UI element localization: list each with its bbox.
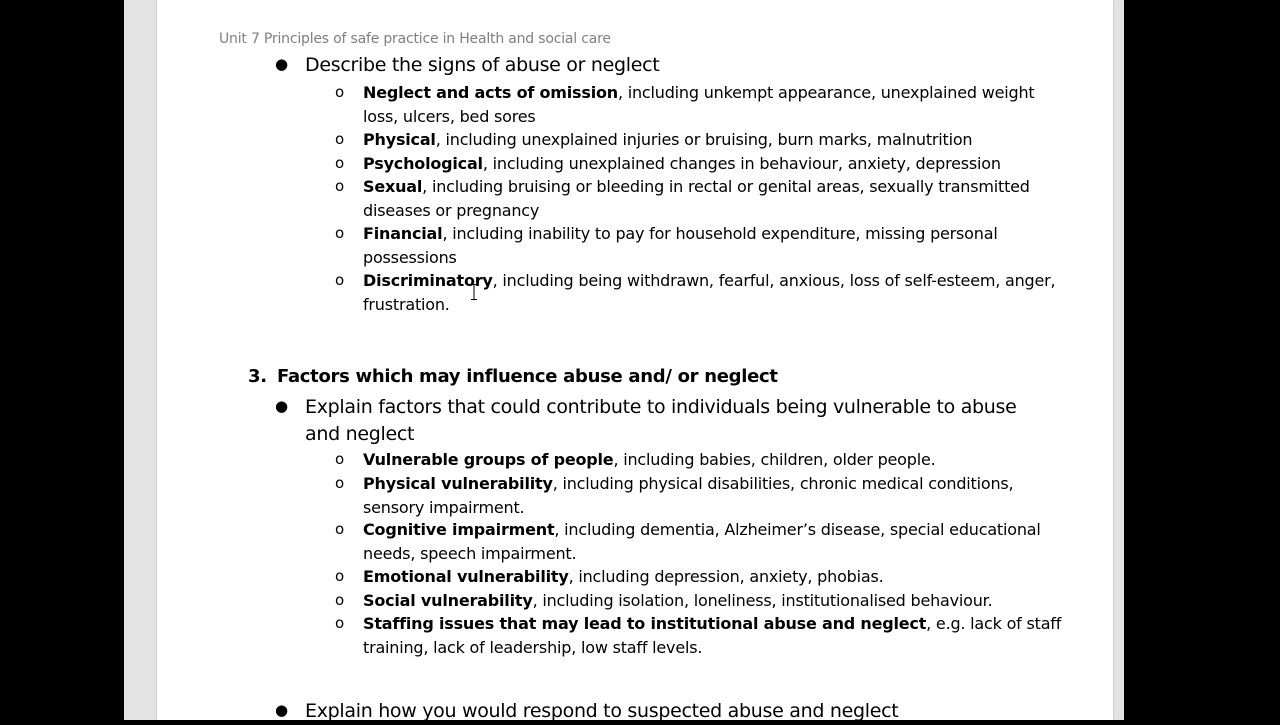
item-term: Emotional vulnerability [363,567,569,586]
bullet-icon: ● [275,701,288,719]
bullet-text: Describe the signs of abuse or neglect [305,54,660,76]
sub-bullet-icon: o [335,177,344,195]
item-term: Physical vulnerability [363,474,553,493]
item-term: Sexual [363,177,423,196]
item-term: Vulnerable groups of people [363,450,614,469]
bullet-icon: ● [275,397,288,415]
item-term: Physical [363,130,436,149]
item-description: , including bruising or bleeding in rectal or genital areas, sexually transmitted diseases or pregnancy [363,177,1030,220]
sub-bullet-icon: o [335,591,344,609]
item-description: , including unexplained injuries or bruising, burn marks, malnutrition [435,130,973,149]
item-term: Financial [363,224,443,243]
sub-bullet-icon: o [335,83,344,101]
item-term: Cognitive impairment [363,520,555,539]
sub-bullet-icon: o [335,520,344,538]
item-description: , including babies, children, older people. [613,450,936,469]
item-description: , including physical disabilities, chronic medical conditions, sensory impairment. [363,474,1014,517]
item-description: , including being withdrawn, fearful, anxious, loss of self-esteem, anger, frustration. [363,271,1056,314]
item-description: , including inability to pay for household expenditure, missing personal possessions [363,224,998,267]
text-cursor-icon [471,284,477,300]
item-description: , e.g. lack of staff training, lack of leadership, low staff levels. [363,614,1062,657]
sub-bullet-icon: o [335,567,344,585]
section-title: Factors which may influence abuse and/ or neglect [277,366,778,387]
document-page[interactable] [157,0,1113,720]
item-term: Psychological [363,154,483,173]
item-description: , including isolation, loneliness, institutionalised behaviour. [532,591,993,610]
sub-bullet-icon: o [335,271,344,289]
item-term: Discriminatory [363,271,493,290]
sub-bullet-icon: o [335,154,344,172]
section-number: 3. [248,366,267,387]
sub-bullet-icon: o [335,474,344,492]
page-header: Unit 7 Principles of safe practice in Health and social care [219,31,611,47]
bullet-text: Explain factors that could contribute to individuals being vulnerable to abuse and neglect [305,396,1017,445]
sub-bullet-icon: o [335,450,344,468]
sub-bullet-icon: o [335,614,344,632]
bullet-icon: ● [275,55,288,73]
item-term: Neglect and acts of omission [363,83,618,102]
bullet-text: Explain how you would respond to suspected abuse and neglect [305,700,899,722]
item-term: Social vulnerability [363,591,533,610]
sub-bullet-icon: o [335,130,344,148]
item-description: , including dementia, Alzheimer’s disease, special educational needs, speech impairment. [363,520,1041,563]
sub-bullet-icon: o [335,224,344,242]
item-description: , including unkempt appearance, unexplained weight loss, ulcers, bed sores [363,83,1035,126]
item-term: Staffing issues that may lead to institutional abuse and neglect [363,614,927,633]
item-description: , including unexplained changes in behaviour, anxiety, depression [482,154,1001,173]
item-description: , including depression, anxiety, phobias. [568,567,884,586]
